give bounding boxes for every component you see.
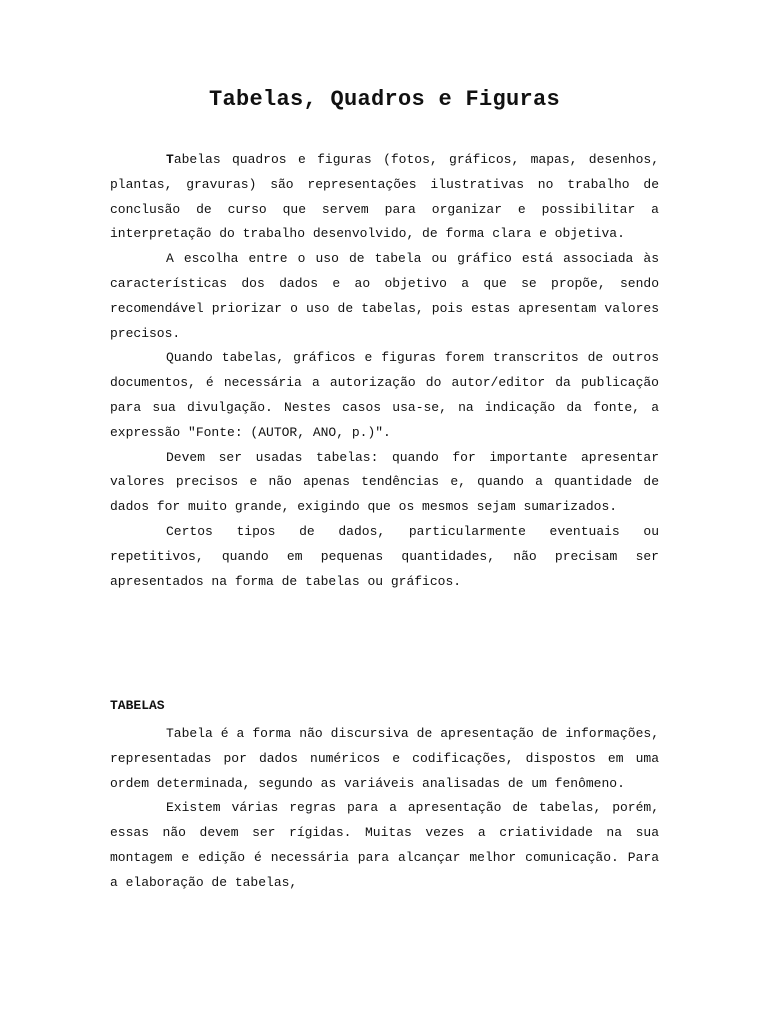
paragraph	[110, 148, 659, 247]
tabelas-section	[110, 722, 659, 896]
paragraph-first-letter: T	[166, 152, 174, 167]
page-title: Tabelas, Quadros e Figuras	[208, 87, 561, 112]
paragraph: A escolha entre o uso de tabela ou gráfico está associada às características dos dados e ao objetivo a que se propõe, sendo recomendável priorizar o uso de tabelas, pois estas apresentam valores precisos.	[110, 251, 659, 341]
paragraph-text: abelas quadros e figuras (fotos, gráficos, mapas, desenhos, plantas, gravuras) são representações ilustrativas no trabalho de conclusão de curso que servem para organizar e possibilitar a interpretação do trabalho desenvolvido, de forma clara e objetiva.	[110, 152, 659, 242]
paragraph: Certos tipos de dados, particularmente eventuais ou repetitivos, quando em pequenas quantidades, não precisam ser apresentados na forma de tabelas ou gráficos.	[110, 523, 659, 589]
paragraph: Quando tabelas, gráficos e figuras forem transcritos de outros documentos, é necessária a autorização do autor/editor da publicação para sua divulgação. Nestes casos usa-se, na indicação da fonte, a expressão "Fonte: (AUTOR, ANO, p.)".	[110, 350, 659, 440]
paragraph: Devem ser usadas tabelas: quando for importante apresentar valores precisos e não apenas tendências e, quando a quantidade de dados for muito grande, exigindo que os mesmos sejam sumarizados.	[110, 449, 659, 515]
intro-section	[110, 148, 659, 594]
paragraph: Existem várias regras para a apresentação de tabelas, porém, essas não devem ser rígidas. Muitas vezes a criatividade na sua montagem e edição é necessária para alcançar melhor comunicação. Para a elaboração de tabelas,	[110, 800, 659, 890]
section-heading: TABELAS	[110, 698, 165, 713]
paragraph: Tabela é a forma não discursiva de apresentação de informações, representadas por dados numéricos e codificações, dispostos em uma ordem determinada, segundo as variáveis analisadas de um fenômeno.	[110, 726, 659, 791]
